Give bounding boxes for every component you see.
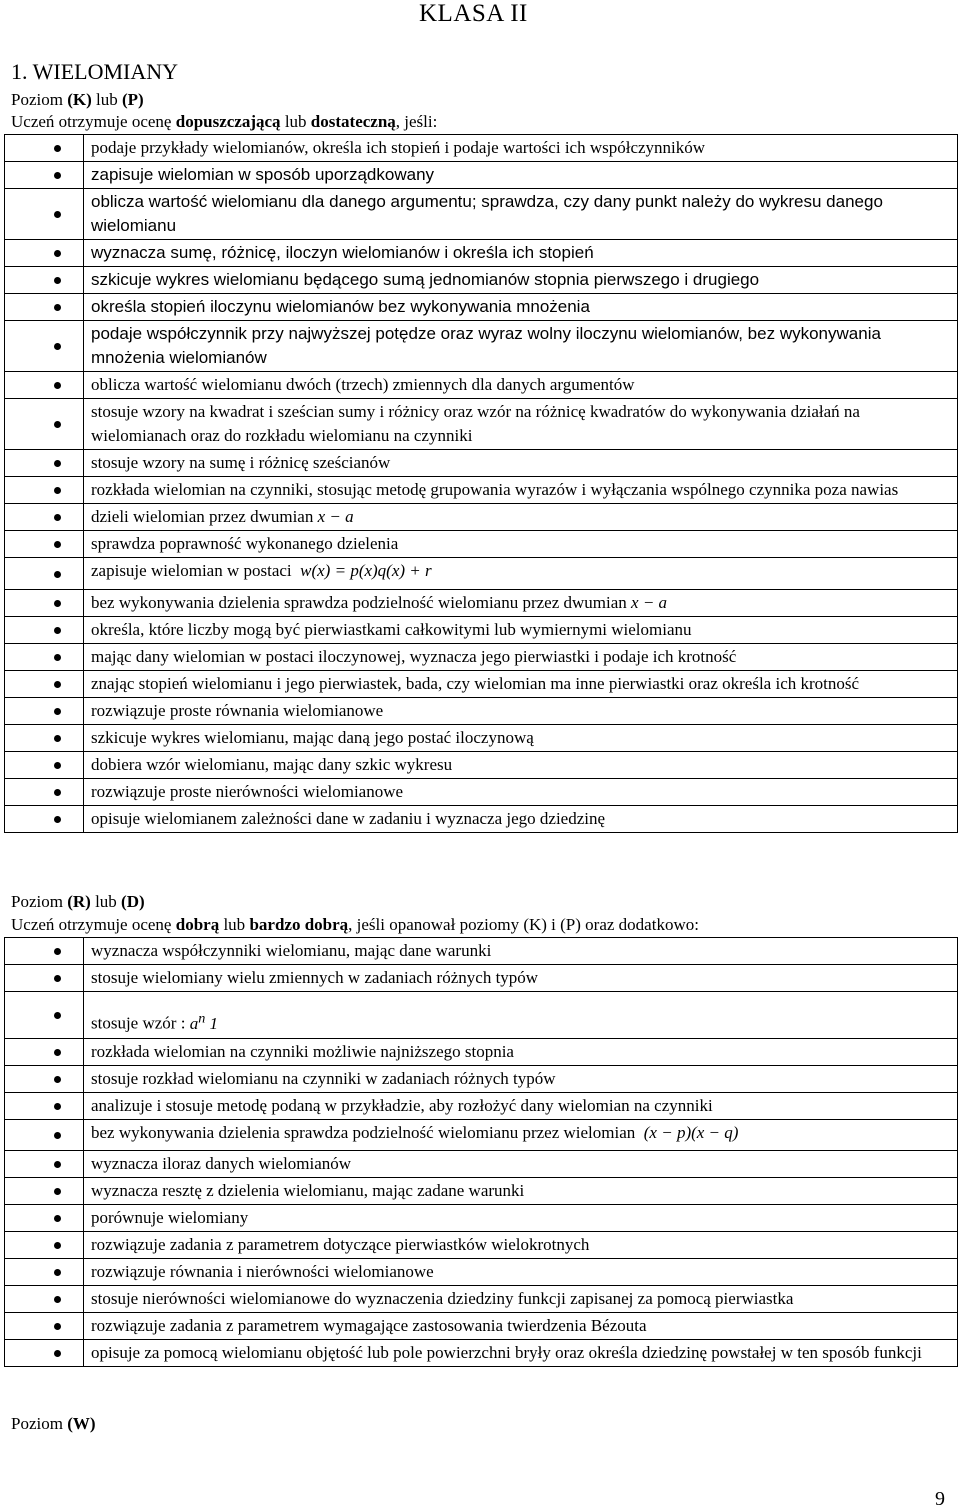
bullet-icon	[54, 1242, 61, 1249]
math-power: $a^n$ 1	[189, 1010, 219, 1033]
class-title: KLASA II	[419, 0, 528, 27]
bullet-icon	[54, 541, 61, 548]
bullet-icon	[54, 211, 61, 218]
list-item: rozwiązuje proste równania wielomianowe	[5, 698, 958, 725]
list-item: rozwiązuje zadania z parametrem dotyczące pierwiastków wielokrotnych	[5, 1231, 958, 1258]
bullet-icon	[54, 1103, 61, 1110]
bullet-icon	[54, 1132, 61, 1139]
bullet-icon	[54, 681, 61, 688]
math-divisor: (x − p)(x − q)	[643, 1122, 739, 1142]
bullet-icon	[54, 948, 61, 955]
list-item: podaje przykłady wielomianów, określa ich stopień i podaje wartości ich współczynników	[5, 135, 958, 162]
list-item: stosuje wielomiany wielu zmiennych w zadaniach różnych typów	[5, 965, 958, 992]
list-item: bez wykonywania dzielenia sprawdza podzielność wielomianu przez dwumian x − a	[5, 590, 958, 617]
bullet-icon	[54, 789, 61, 796]
list-item: opisuje wielomianem zależności dane w zadaniu i wyznacza jego dziedzinę	[5, 806, 958, 833]
list-item: stosuje rozkład wielomianu na czynniki w zadaniach różnych typów	[5, 1065, 958, 1092]
list-item: stosuje wzory na kwadrat i sześcian sumy i różnicy oraz wzór na różnicę kwadratów do wykonywania działań na wielomianach oraz do rozkładu wielomianu na czynniki	[5, 399, 958, 450]
list-item: oblicza wartość wielomianu dwóch (trzech) zmiennych dla danych argumentów	[5, 372, 958, 399]
math-binomial: x − a	[631, 593, 668, 612]
list-item: dzieli wielomian przez dwumian x − a	[5, 504, 958, 531]
list-item: rozkłada wielomian na czynniki możliwie najniższego stopnia	[5, 1038, 958, 1065]
bullet-icon	[54, 172, 61, 179]
chapter-title: 1. WIELOMIANY	[11, 59, 179, 84]
bullet-icon	[54, 600, 61, 607]
list-item: stosuje wzory na sumę i różnicę sześcianów	[5, 450, 958, 477]
bullet-icon	[54, 1296, 61, 1303]
list-item: mając dany wielomian w postaci iloczynowej, wyznacza jego pierwiastki i podaje ich krotność	[5, 644, 958, 671]
bullet-icon	[54, 145, 61, 152]
list-item: rozwiązuje zadania z parametrem wymagające zastosowania twierdzenia Bézouta	[5, 1312, 958, 1339]
list-item: zapisuje wielomian w sposób uporządkowany	[5, 162, 958, 189]
bullet-icon	[54, 1350, 61, 1357]
list-item: dobiera wzór wielomianu, mając dany szkic wykresu	[5, 752, 958, 779]
list-item: stosuje nierówności wielomianowe do wyznaczenia dziedziny funkcji zapisanej za pomocą pierwiastka	[5, 1285, 958, 1312]
list-item: wyznacza współczynniki wielomianu, mając dane warunki	[5, 938, 958, 965]
list-item: szkicuje wykres wielomianu będącego sumą jednomianów stopnia pierwszego i drugiego	[5, 267, 958, 294]
list-item: analizuje i stosuje metodę podaną w przykładzie, aby rozłożyć dany wielomian na czynniki	[5, 1092, 958, 1119]
bullet-icon	[54, 1188, 61, 1195]
bullet-icon	[54, 627, 61, 634]
level-heading-w: Poziom (W)	[11, 1414, 96, 1433]
intro-rd: Uczeń otrzymuje ocenę dobrą lub bardzo dobrą, jeśli opanował poziomy (K) i (P) oraz dodatkowo:	[11, 915, 699, 934]
list-item: szkicuje wykres wielomianu, mając daną jego postać iloczynową	[5, 725, 958, 752]
bullet-icon	[54, 571, 61, 578]
list-item: opisuje za pomocą wielomianu objętość lub pole powierzchni bryły oraz określa dziedzinę powstałej w ten sposób funkcji	[5, 1339, 958, 1366]
bullet-icon	[54, 1215, 61, 1222]
level-heading-rd: Poziom (R) lub (D)	[11, 892, 145, 911]
list-item: bez wykonywania dzielenia sprawdza podzielność wielomianu przez wielomian (x − p)(x − q)	[5, 1119, 958, 1150]
math-division-form: w(x) = p(x)q(x) + r	[300, 561, 432, 580]
bullet-icon	[54, 975, 61, 982]
page-number: 9	[935, 1488, 945, 1510]
list-item: rozkłada wielomian na czynniki, stosując metodę grupowania wyrazów i wyłączania wspólnego czynnika poza nawias	[5, 477, 958, 504]
bullet-icon	[54, 250, 61, 257]
bullet-icon	[54, 1161, 61, 1168]
list-item: wyznacza sumę, różnicę, iloczyn wielomianów i określa ich stopień	[5, 240, 958, 267]
bullet-icon	[54, 277, 61, 284]
bullet-icon	[54, 304, 61, 311]
list-item: wyznacza resztę z dzielenia wielomianu, mając zadane warunki	[5, 1177, 958, 1204]
criteria-table-rd	[4, 937, 958, 1367]
list-item: znając stopień wielomianu i jego pierwiastek, bada, czy wielomian ma inne pierwiastki oraz określa ich krotność	[5, 671, 958, 698]
bullet-icon	[54, 343, 61, 350]
bullet-icon	[54, 1323, 61, 1330]
list-item: porównuje wielomiany	[5, 1204, 958, 1231]
list-item: sprawdza poprawność wykonanego dzielenia	[5, 531, 958, 558]
level-heading-kp: Poziom (K) lub (P)	[11, 90, 144, 109]
list-item: oblicza wartość wielomianu dla danego argumentu; sprawdza, czy dany punkt należy do wykresu danego wielomianu	[5, 189, 958, 240]
list-item: rozwiązuje równania i nierówności wielomianowe	[5, 1258, 958, 1285]
bullet-icon	[54, 762, 61, 769]
bullet-icon	[54, 708, 61, 715]
list-item: stosuje wzór : $a^n$ 1	[5, 992, 958, 1039]
criteria-table-kp	[4, 134, 958, 833]
math-binomial: x − a	[317, 507, 354, 526]
list-item: określa, które liczby mogą być pierwiastkami całkowitymi lub wymiernymi wielomianu	[5, 617, 958, 644]
bullet-icon	[54, 816, 61, 823]
bullet-icon	[54, 735, 61, 742]
list-item: określa stopień iloczynu wielomianów bez wykonywania mnożenia	[5, 294, 958, 321]
bullet-icon	[54, 654, 61, 661]
list-item: wyznacza iloraz danych wielomianów	[5, 1150, 958, 1177]
list-item: zapisuje wielomian w postaci w(x) = p(x)q(x) + r	[5, 558, 958, 590]
bullet-icon	[54, 460, 61, 467]
bullet-icon	[54, 1269, 61, 1276]
list-item: rozwiązuje proste nierówności wielomianowe	[5, 779, 958, 806]
bullet-icon	[54, 1076, 61, 1083]
bullet-icon	[54, 514, 61, 521]
bullet-icon	[54, 1049, 61, 1056]
bullet-icon	[54, 421, 61, 428]
bullet-icon	[54, 487, 61, 494]
list-item: podaje współczynnik przy najwyższej potędze oraz wyraz wolny iloczynu wielomianów, bez wykonywania mnożenia wielomianów	[5, 321, 958, 372]
intro-kp: Uczeń otrzymuje ocenę dopuszczającą lub dostateczną, jeśli:	[11, 112, 438, 131]
bullet-icon	[54, 382, 61, 389]
bullet-icon	[54, 1012, 61, 1019]
